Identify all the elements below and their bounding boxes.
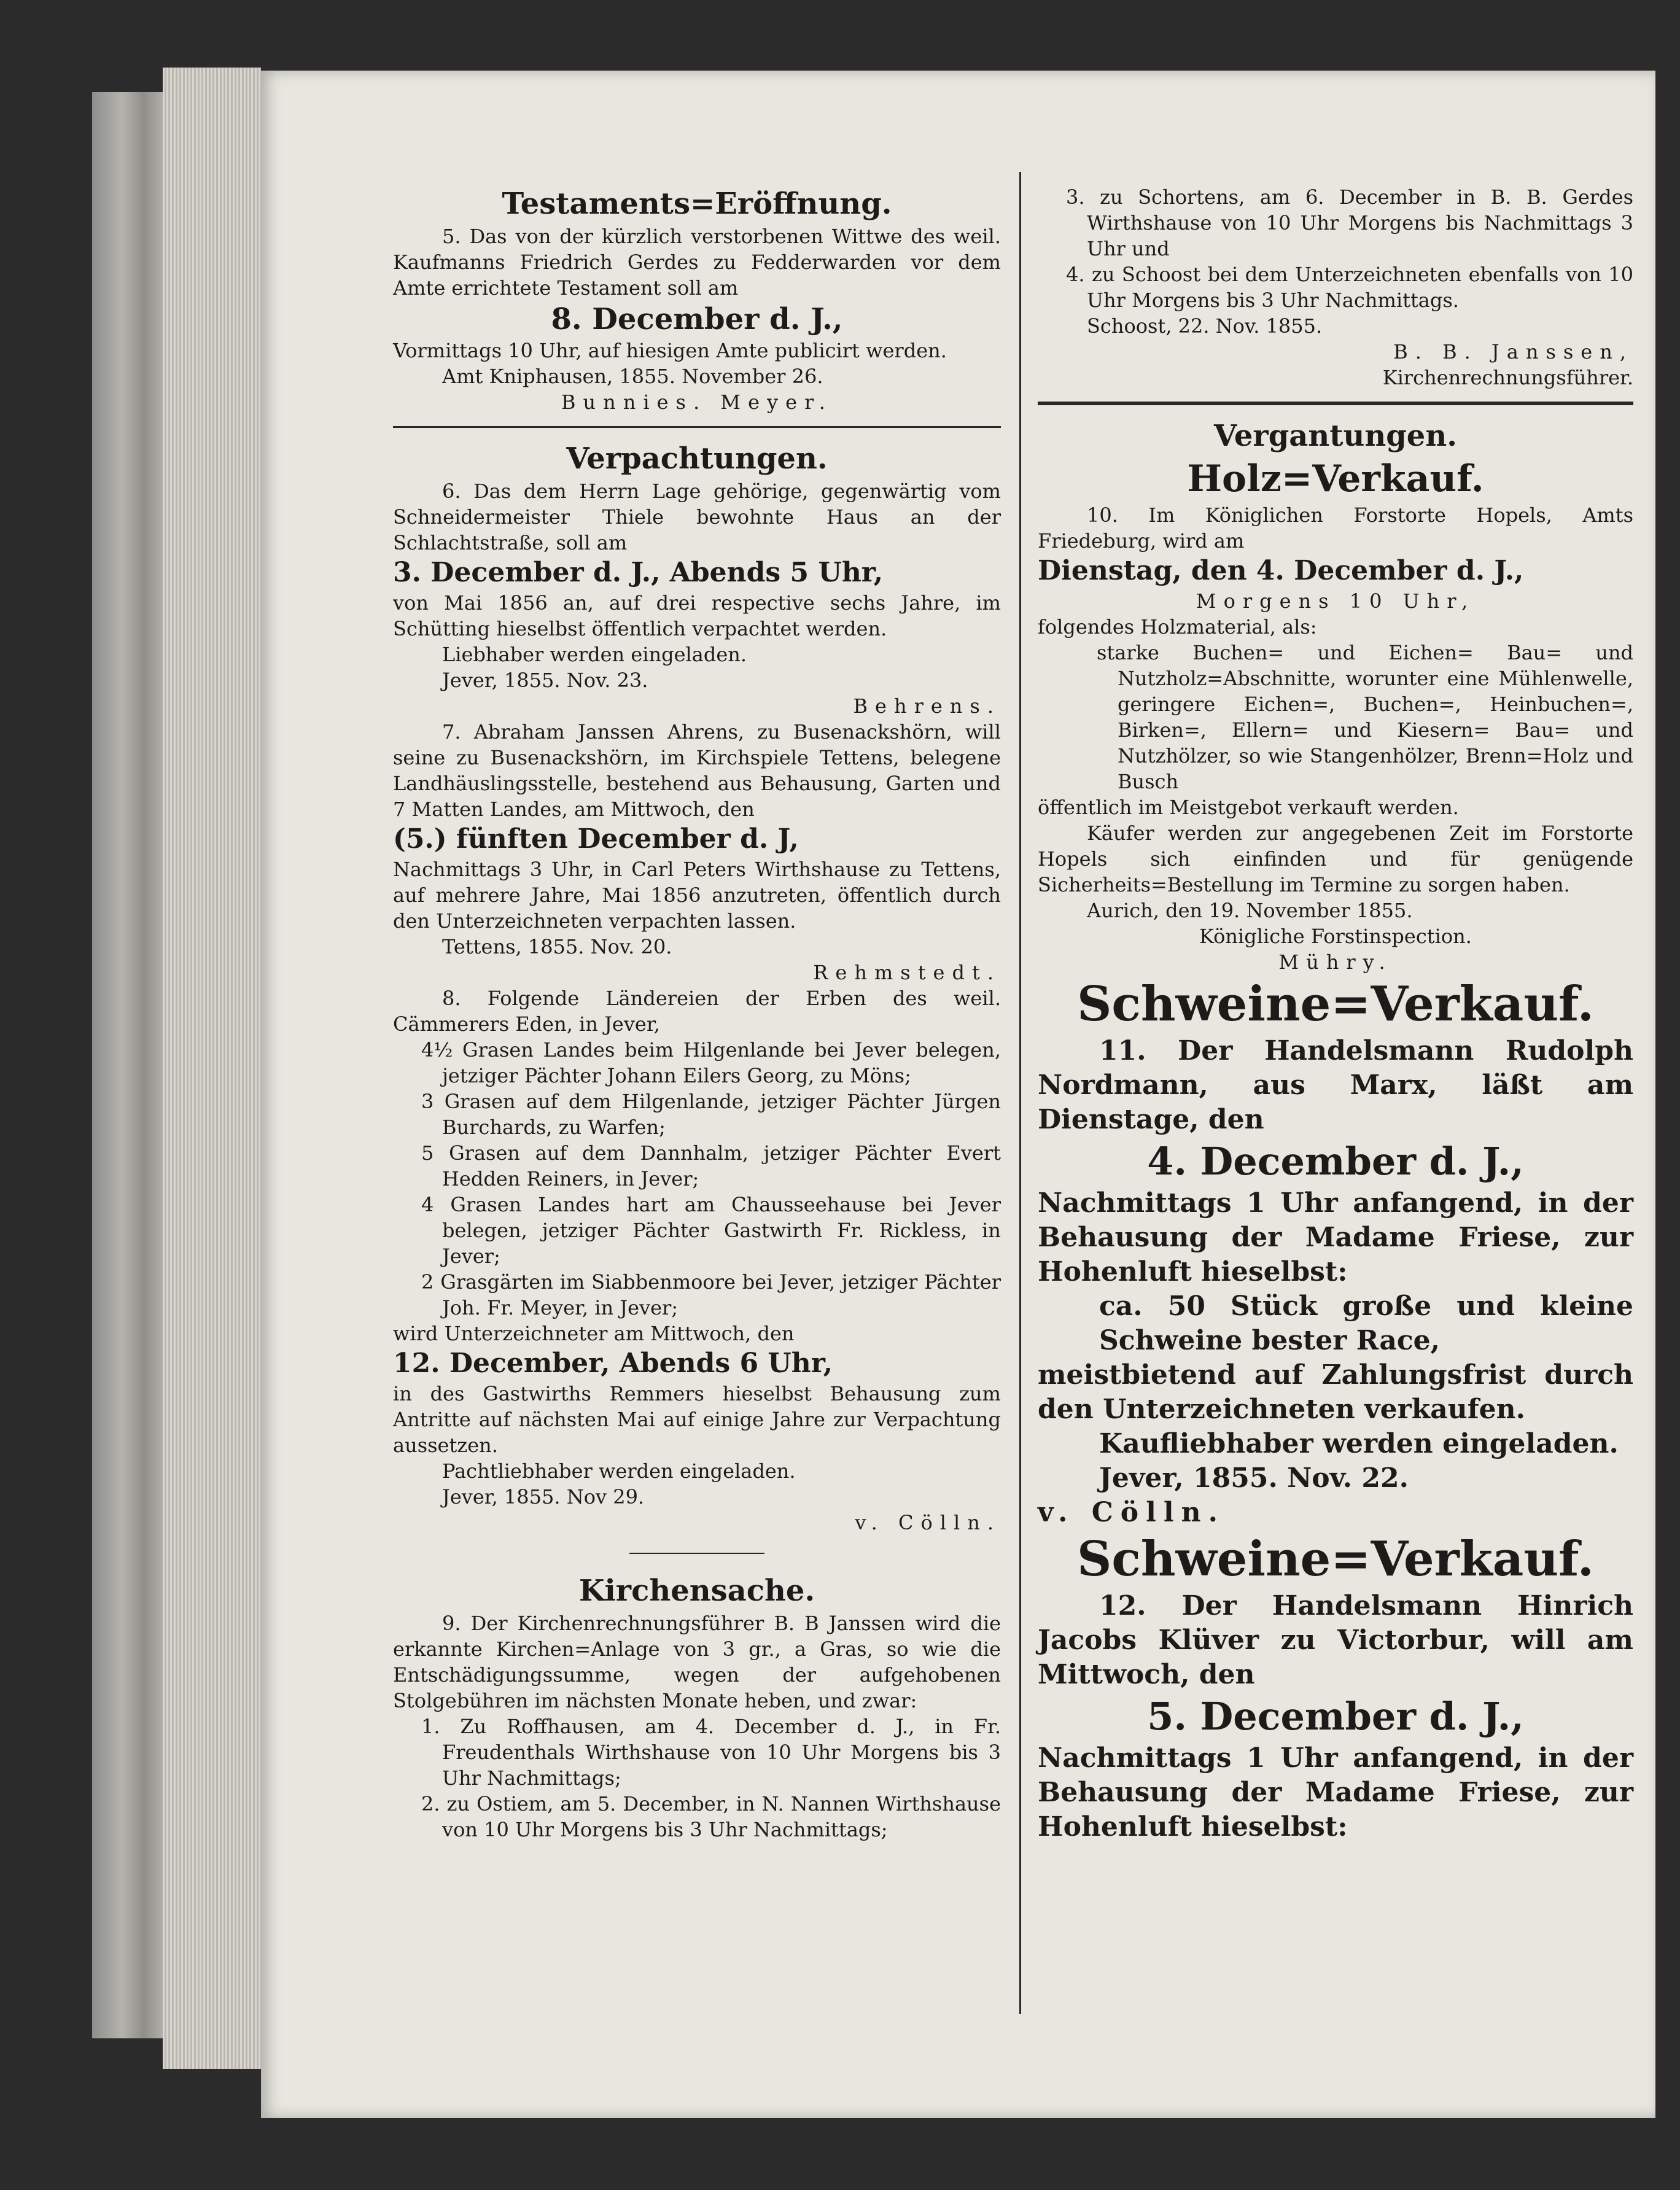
section-rule [629,1553,764,1554]
schweine-verkauf-heading-1: Schweine=Verkauf. [1077,976,1594,1032]
section-rule [393,426,1001,428]
notice-7-place: Tettens, 1855. Nov. 20. [442,935,672,958]
notice-10-text4: Käufer werden zur angegebenen Zeit im Forstorte Hopels sich einfinden und für genügende Sicherheits=Bestellung im Termine zu sorgen haben. [1038,821,1633,896]
notice-10-text3: öffentlich im Meistgebot verkauft werden. [1038,796,1459,819]
notice-8-text: 8. Folgende Ländereien der Erben des weil. Cämmerers Eden, in Jever, [393,987,1001,1036]
notice-10-date: Dienstag, den 4. December d. J., [1038,555,1524,586]
notice-12-date: 5. December d. J., [1147,1694,1524,1739]
notice-11-text3: meistbietend auf Zahlungsfrist durch den Unterzeichneten verkaufen. [1038,1359,1633,1425]
vergantungen-heading: Vergantungen. [1214,419,1457,453]
notice-5-place: Amt Kniphausen, 1855. November 26. [442,365,823,388]
list-item: 2 Grasgärten im Siabbenmoore bei Jever, jetziger Pächter Joh. Fr. Meyer, in Jever; [421,1270,1001,1319]
notice-9-role: Kirchenrechnungsführer. [1382,366,1633,389]
notice-12-text2: Nachmittags 1 Uhr anfangend, in der Behausung der Madame Friese, zur Hohenluft hieselbst: [1038,1742,1633,1842]
notice-11-date: 4. December d. J., [1147,1139,1524,1184]
notice-10-signature-2: Mühry. [1278,950,1393,974]
testament-heading: Testaments=Eröffnung. [502,187,892,221]
left-column [393,117,1001,1842]
notice-10-text: 10. Im Königlichen Forstorte Hopels, Amts Friedeburg, wird am [1038,503,1633,553]
list-item: 3 Grasen auf dem Hilgenlande, jetziger Pächter Jürgen Burchards, zu Warfen; [421,1090,1001,1139]
notice-9-text: 9. Der Kirchenrechnungsführer B. B Janssen wird die erkannte Kirchen=Anlage von 3 gr., a Gras, so wie die Entschädigungssumme, wegen der aufgehobenen Stolgebühren im nächsten Monate heben, und zwar: [393,1612,1001,1712]
notice-8-invite: Pachtliebhaber werden eingeladen. [442,1459,796,1483]
notice-11-signature: v. Cölln. [1038,1497,1225,1528]
list-item: 4. zu Schoost bei dem Unterzeichneten ebenfalls von 10 Uhr Morgens bis 3 Uhr Nachmittags. [1066,263,1633,312]
notice-5-text2: Vormittags 10 Uhr, auf hiesigen Amte publicirt werden. [393,339,947,362]
notice-6-text2: von Mai 1856 an, auf drei respective sechs Jahre, im Schütting hieselbst öffentlich verpachtet werden. [393,591,1001,640]
list-item: 3. zu Schortens, am 6. December in B. B. Gerdes Wirthshause von 10 Uhr Morgens bis Nachmittags 3 Uhr und [1066,185,1633,260]
column-divider [1019,172,1021,2014]
notice-6-date: 3. December d. J., Abends 5 Uhr, [393,557,884,588]
notice-7-text2: Nachmittags 3 Uhr, in Carl Peters Wirthshause zu Tettens, auf mehrere Jahre, Mai 1856 anzutreten, öffentlich durch den Unterzeichneten verpachten lassen. [393,858,1001,933]
holz-verkauf-heading: Holz=Verkauf. [1187,457,1484,500]
notice-11-invite: Kaufliebhaber werden eingeladen. [1099,1428,1619,1459]
list-item: 4½ Grasen Landes beim Hilgenlande bei Jever belegen, jetziger Pächter Johann Eilers Georg, zu Möns; [421,1038,1001,1087]
notice-7-text: 7. Abraham Janssen Ahrens, zu Busenackshörn, will seine zu Busenackshörn, im Kirchspiele Tettens, belegene Landhäuslingsstelle, bestehend aus Behausung, Garten und 7 Matten Landes, am Mittwoch, den [393,720,1001,821]
notice-8-place: Jever, 1855. Nov 29. [442,1485,645,1509]
notice-5-text: 5. Das von der kürzlich verstorbenen Wittwe des weil. Kaufmanns Friedrich Gerdes zu Fedderwarden vor dem Amte errichtete Testament soll am [393,225,1001,300]
notice-10-time: Morgens 10 Uhr, [1196,589,1476,613]
notice-7-signature: Rehmstedt. [813,961,1001,984]
notice-9-signature: B. B. Janssen, [1393,340,1633,363]
notice-10-list: starke Buchen= und Eichen= Bau= und Nutzholz=Abschnitte, worunter eine Mühlenwelle, geringere Eichen=, Buchen=, Heinbuchen=, Birken=, Ellern= und Kiesern= Bau= und Nutzhölzer, so wie Stangenhölzer, Brenn=Holz und Busch [1097,641,1633,793]
notice-12-text: 12. Der Handelsmann Hinrich Jacobs Klüver zu Victorbur, will am Mittwoch, den [1038,1590,1633,1690]
notice-10-signature-1: Königliche Forstinspection. [1199,925,1472,948]
kirchensache-heading: Kirchensache. [578,1574,815,1608]
notice-10-place: Aurich, den 19. November 1855. [1087,899,1413,922]
notice-9-place: Schoost, 22. Nov. 1855. [1087,314,1323,338]
notice-11-text2: Nachmittags 1 Uhr anfangend, in der Behausung der Madame Friese, zur Hohenluft hieselbst: [1038,1187,1633,1287]
notice-11-place: Jever, 1855. Nov. 22. [1099,1462,1409,1494]
schweine-verkauf-heading-2: Schweine=Verkauf. [1077,1531,1594,1587]
notice-6-text: 6. Das dem Herrn Lage gehörige, gegenwärtig vom Schneidermeister Thiele bewohnte Haus an der Schlachtstraße, soll am [393,480,1001,554]
list-item: 5 Grasen auf dem Dannhalm, jetziger Pächter Evert Hedden Reiners, in Jever; [421,1141,1001,1190]
notice-6-signature: Behrens. [853,694,1001,718]
list-item: 1. Zu Roffhausen, am 4. December d. J., in Fr. Freudenthals Wirthshause von 10 Uhr Morgens bis 3 Uhr Nachmittags; [421,1715,1001,1790]
notice-11-text: 11. Der Handelsmann Rudolph Nordmann, aus Marx, läßt am Dienstage, den [1038,1035,1633,1135]
notice-6-invite: Liebhaber werden eingeladen. [442,643,747,666]
notice-10-text2: folgendes Holzmaterial, als: [1038,615,1317,639]
notice-8-date: 12. December, Abends 6 Uhr, [393,1348,833,1379]
list-item: 2. zu Ostiem, am 5. December, in N. Nannen Wirthshause von 10 Uhr Morgens bis 3 Uhr Nachmittags; [421,1792,1001,1841]
notice-7-date: (5.) fünften December d. J, [393,823,799,855]
notice-11-item: ca. 50 Stück große und kleine Schweine bester Race, [1099,1291,1633,1356]
right-column [1038,117,1633,1844]
book-spine [163,68,261,2069]
notice-8-list [393,1037,1001,1321]
notice-8-signature: v. Cölln. [855,1511,1001,1534]
notice-6-place: Jever, 1855. Nov. 23. [442,669,648,692]
notice-5-date: 8. December d. J., [551,302,843,336]
notice-8-text2: wird Unterzeichneter am Mittwoch, den [393,1322,795,1345]
notice-8-text3: in des Gastwirths Remmers hieselbst Behausung zum Antritte auf nächsten Mai auf einige Jahre zur Verpachtung aussetzen. [393,1382,1001,1457]
section-rule [1038,402,1633,405]
notice-5-signature: Bunnies. Meyer. [561,390,833,414]
list-item: 4 Grasen Landes hart am Chausseehause bei Jever belegen, jetziger Pächter Gastwirth Fr. Rickless, in Jever; [421,1193,1001,1268]
verpachtungen-heading: Verpachtungen. [566,441,828,476]
